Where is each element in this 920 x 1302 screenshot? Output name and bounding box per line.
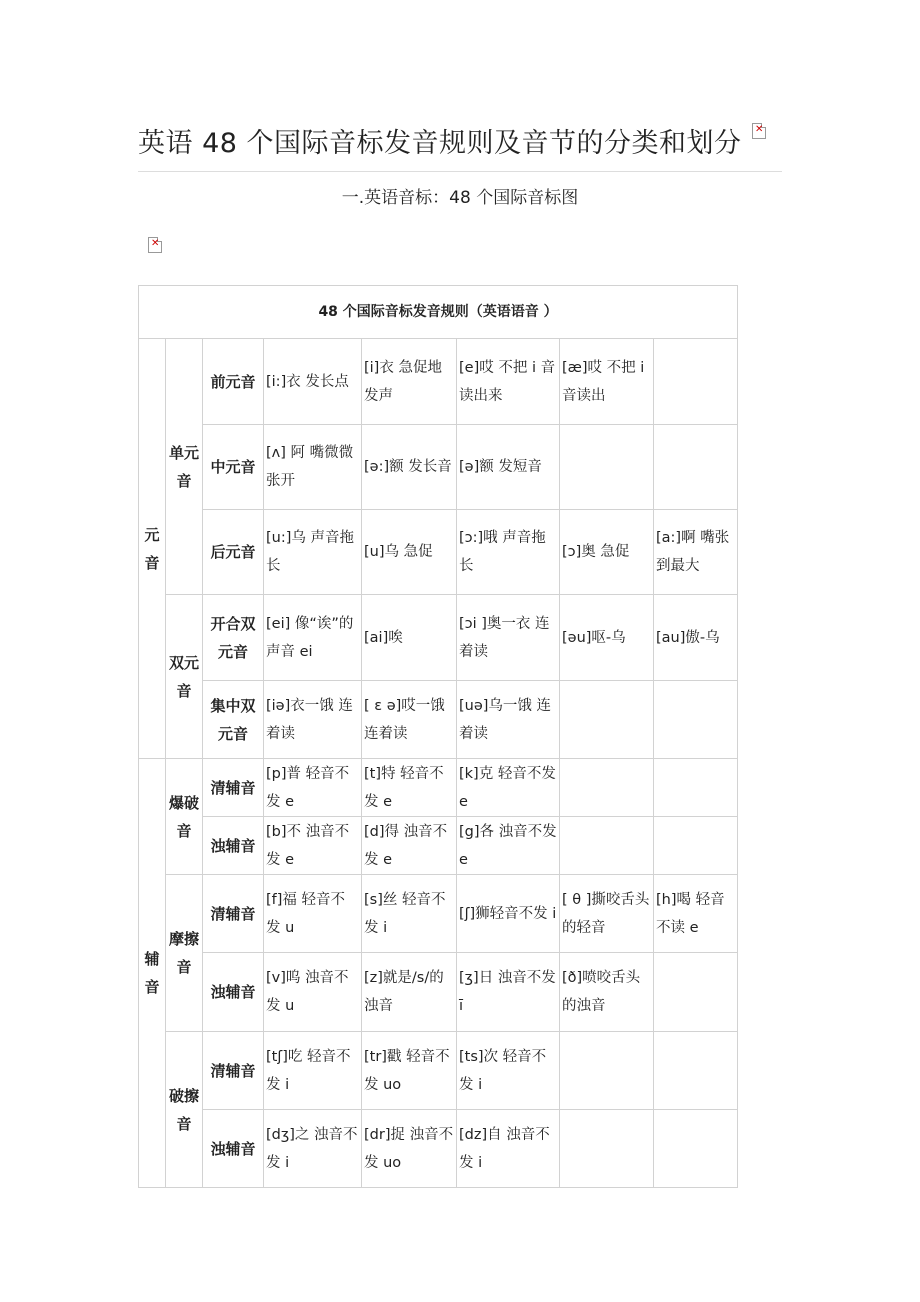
table-cell: [ei] 像“诶”的声音 ei: [264, 595, 362, 681]
table-cell: [tʃ]吃 轻音不发 i: [264, 1032, 362, 1110]
table-cell: [ʃ]狮轻音不发 i: [457, 875, 560, 953]
table-cell: [v]呜 浊音不发 u: [264, 953, 362, 1032]
row-label: 中元音: [203, 425, 264, 510]
table-cell: [ ɛ ə]哎一饿 连着读: [362, 681, 457, 759]
table-header: 48 个国际音标发音规则（英语语音 ）: [139, 286, 738, 339]
table-cell: [tr]戳 轻音不发 uo: [362, 1032, 457, 1110]
table-cell: [654, 759, 738, 817]
table-cell: [s]丝 轻音不发 i: [362, 875, 457, 953]
table-cell: [æ]哎 不把 i 音读出: [560, 339, 654, 425]
table-cell: [ɔ:]哦 声音拖长: [457, 510, 560, 595]
page-title: 英语 48 个国际音标发音规则及音节的分类和划分: [138, 128, 742, 159]
table-cell: [dʒ]之 浊音不发 i: [264, 1110, 362, 1188]
table-cell: [b]不 浊音不发 e: [264, 817, 362, 875]
affricate-group: 破擦音: [166, 1032, 203, 1188]
row-label: 清辅音: [203, 875, 264, 953]
table-cell: [654, 425, 738, 510]
table-cell: [ɔ]奥 急促: [560, 510, 654, 595]
vowel-category: 元音: [139, 339, 166, 759]
row-label: 清辅音: [203, 1032, 264, 1110]
diphthong-group: 双元音: [166, 595, 203, 759]
table-cell: [u]乌 急促: [362, 510, 457, 595]
table-cell: [560, 759, 654, 817]
table-cell: [dz]自 浊音不发 i: [457, 1110, 560, 1188]
row-label: 前元音: [203, 339, 264, 425]
fricative-group: 摩擦音: [166, 875, 203, 1032]
title-divider: [138, 171, 782, 172]
table-cell: [i]衣 急促地发声: [362, 339, 457, 425]
table-cell: [ʌ] 阿 嘴微微张开: [264, 425, 362, 510]
table-cell: [654, 817, 738, 875]
table-cell: [ə]额 发短音: [457, 425, 560, 510]
row-label: 清辅音: [203, 759, 264, 817]
table-cell: [ð]喷咬舌头的浊音: [560, 953, 654, 1032]
row-label: 开合双元音: [203, 595, 264, 681]
ipa-table: [138, 285, 738, 1188]
table-cell: [560, 817, 654, 875]
table-cell: [əu]呕-乌: [560, 595, 654, 681]
broken-image-icon: [148, 237, 162, 253]
table-cell: [654, 1110, 738, 1188]
table-cell: [g]各 浊音不发 e: [457, 817, 560, 875]
table-cell: [k]克 轻音不发 e: [457, 759, 560, 817]
table-cell: [654, 339, 738, 425]
table-cell: [e]哎 不把 i 音读出来: [457, 339, 560, 425]
table-cell: [p]普 轻音不发 e: [264, 759, 362, 817]
plosive-group: 爆破音: [166, 759, 203, 875]
broken-image-icon: [752, 123, 766, 139]
table-cell: [a:]啊 嘴张到最大: [654, 510, 738, 595]
row-label: 集中双元音: [203, 681, 264, 759]
table-cell: [654, 681, 738, 759]
table-cell: [560, 425, 654, 510]
table-cell: [ʒ]日 浊音不发 ī: [457, 953, 560, 1032]
section-subtitle: 一.英语音标：48 个国际音标图: [341, 188, 579, 208]
row-label: 浊辅音: [203, 953, 264, 1032]
table-cell: [ai]唉: [362, 595, 457, 681]
monophthong-group: 单元音: [166, 339, 203, 595]
table-cell: [uə]乌一饿 连着读: [457, 681, 560, 759]
table-cell: [654, 1032, 738, 1110]
table-cell: [654, 953, 738, 1032]
table-cell: [ə:]额 发长音: [362, 425, 457, 510]
table-cell: [ θ ]撕咬舌头的轻音: [560, 875, 654, 953]
consonant-category: 辅音: [139, 759, 166, 1188]
table-cell: [au]傲-乌: [654, 595, 738, 681]
table-cell: [d]得 浊音不发 e: [362, 817, 457, 875]
table-cell: [560, 1110, 654, 1188]
table-cell: [t]特 轻音不发 e: [362, 759, 457, 817]
row-label: 浊辅音: [203, 1110, 264, 1188]
table-cell: [560, 1032, 654, 1110]
row-label: 浊辅音: [203, 817, 264, 875]
table-cell: [h]喝 轻音不读 e: [654, 875, 738, 953]
table-cell: [dr]捉 浊音不发 uo: [362, 1110, 457, 1188]
table-cell: [ts]次 轻音不发 i: [457, 1032, 560, 1110]
table-cell: [ɔi ]奥一衣 连着读: [457, 595, 560, 681]
row-label: 后元音: [203, 510, 264, 595]
table-cell: [iə]衣一饿 连着读: [264, 681, 362, 759]
table-cell: [z]就是/s/的浊音: [362, 953, 457, 1032]
table-cell: [i:]衣 发长点: [264, 339, 362, 425]
table-cell: [f]福 轻音不发 u: [264, 875, 362, 953]
table-cell: [560, 681, 654, 759]
table-cell: [u:]乌 声音拖长: [264, 510, 362, 595]
